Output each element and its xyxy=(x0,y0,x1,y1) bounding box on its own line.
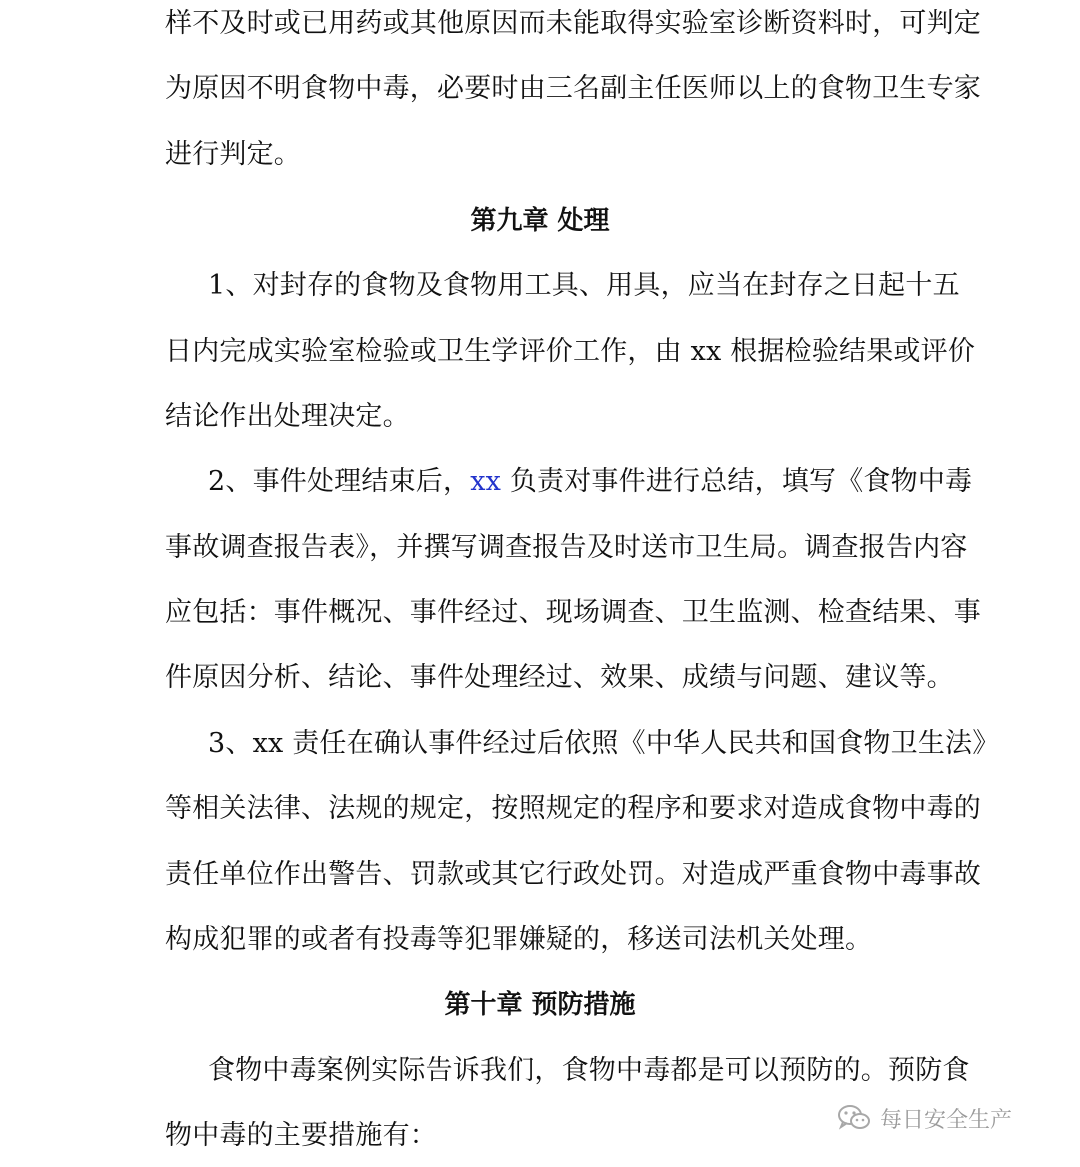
watermark-text: 每日安全生产 xyxy=(880,1107,1013,1133)
text-line: 构成犯罪的或者有投毒等犯罪嫌疑的，移送司法机关处理。 xyxy=(165,924,873,955)
text-line: 食物中毒案例实际告诉我们，食物中毒都是可以预防的。预防食 xyxy=(208,1055,970,1086)
text-line: 事故调查报告表》，并撰写调查报告及时送市卫生局。调查报告内容 xyxy=(165,532,968,563)
text-line xyxy=(208,464,973,500)
text-line: 为原因不明食物中毒，必要时由三名副主任医师以上的食物卫生专家 xyxy=(165,73,981,104)
text-line: 件原因分析、结论、事件处理经过、效果、成绩与问题、建议等。 xyxy=(165,662,954,693)
text-line: 应包括：事件概况、事件经过、现场调查、卫生监测、检查结果、事 xyxy=(165,597,981,628)
text-line: 1、对封存的食物及食物用工具、用具，应当在封存之日起十五 xyxy=(208,270,960,301)
text-line: 进行判定。 xyxy=(165,139,301,170)
text-segment: 负责对事件进行总结，填写《食物中毒 xyxy=(501,466,973,497)
watermark xyxy=(836,1100,1012,1136)
chapter-heading: 第九章 处理 xyxy=(470,206,610,236)
text-line: 样不及时或已用药或其他原因而未能取得实验室诊断资料时，可判定 xyxy=(165,8,981,39)
text-line: 责任单位作出警告、罚款或其它行政处罚。对造成严重食物中毒事故 xyxy=(165,859,981,890)
text-line: 等相关法律、法规的规定，按照规定的程序和要求对造成食物中毒的 xyxy=(165,793,981,824)
wechat-icon xyxy=(836,1103,872,1133)
text-line: 3、xx 责任在确认事件经过后依照《中华人民共和国食物卫生法》 xyxy=(208,728,1000,759)
text-segment: 2、事件处理结束后， xyxy=(208,466,471,497)
xx-link[interactable]: xx xyxy=(470,466,502,497)
text-line: 结论作出处理决定。 xyxy=(165,401,410,432)
text-line: 物中毒的主要措施有： xyxy=(165,1120,437,1151)
text-line: 日内完成实验室检验或卫生学评价工作，由 xx 根据检验结果或评价 xyxy=(165,336,976,367)
chapter-heading: 第十章 预防措施 xyxy=(444,990,636,1020)
